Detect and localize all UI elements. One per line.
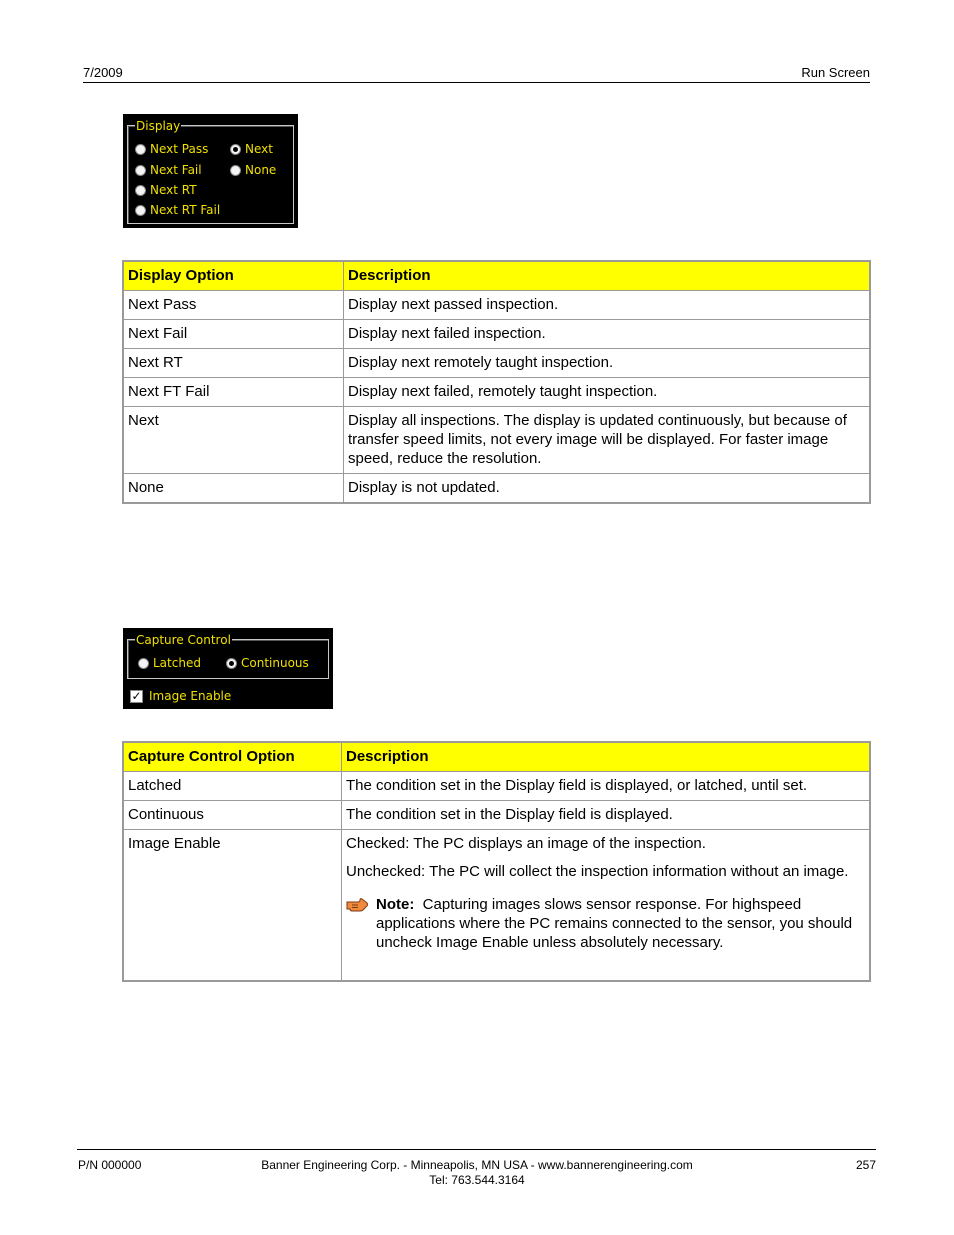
radio-dot [135,185,146,196]
table-row [124,772,870,801]
description-cell: The condition set in the Display field is displayed. [342,801,870,830]
column-header: Capture Control Option [124,743,342,772]
note-text-block [376,895,864,952]
header-rule [83,82,870,83]
footer-company-info [0,1158,954,1188]
radio-dot [135,205,146,216]
description-cell: Display is not updated. [344,474,870,503]
footer-phone: Tel: 763.544.3164 [429,1173,525,1187]
description-cell: Display all inspections. The display is updated continuously, but because of transfer speed limits, not every image will be displayed. For faster image speed, reduce the resolution. [344,407,870,474]
footer-company-line: Banner Engineering Corp. - Minneapolis, MN USA - www.bannerengineering.com [261,1158,693,1172]
capture-legend: Capture Control [136,633,231,647]
table-row [124,407,870,474]
footer-page-number: 257 [855,1158,876,1172]
radio-dot [135,144,146,155]
radio-next[interactable] [230,142,273,156]
pointing-hand-icon [346,895,368,952]
capture-control-panel [123,628,333,709]
header-date: 7/2009 [83,65,123,80]
radio-next-fail[interactable] [135,163,202,177]
display-legend: Display [136,119,181,133]
display-panel [123,114,298,228]
capture-control-table [123,742,870,981]
radio-continuous[interactable] [226,656,309,670]
description-cell: Display next remotely taught inspection. [344,349,870,378]
display-options-table [123,261,870,503]
option-cell: Continuous [124,801,342,830]
image-enable-checkbox[interactable] [130,689,231,703]
option-cell: Next FT Fail [124,378,344,407]
footer-part-number: P/N 000000 [78,1158,142,1172]
note-block [346,895,864,952]
radio-label: Next RT [150,183,197,197]
column-header: Description [342,743,870,772]
radio-latched[interactable] [138,656,201,670]
radio-dot-selected [226,658,237,669]
table-row [124,378,870,407]
column-header: Display Option [124,262,344,291]
radio-label: Next Fail [150,163,202,177]
description-cell: Display next failed inspection. [344,320,870,349]
table-row [124,349,870,378]
radio-label: None [245,163,277,177]
table-row [124,801,870,830]
unchecked-description: Unchecked: The PC will collect the inspection information without an image. [346,863,849,880]
table-header-row [124,262,870,291]
radio-next-pass[interactable] [135,142,208,156]
checkbox-label: Image Enable [149,689,232,703]
radio-label: Next [245,142,273,156]
radio-next-rt-fail[interactable] [135,203,220,217]
radio-none[interactable] [230,163,276,177]
option-cell: Next Pass [124,291,344,320]
radio-dot [138,658,149,669]
option-cell: Next RT [124,349,344,378]
option-cell: None [124,474,344,503]
description-cell: Display next passed inspection. [344,291,870,320]
radio-label: Next Pass [150,142,209,156]
radio-dot-selected [230,144,241,155]
header-section: Run Screen [801,65,870,80]
radio-next-rt[interactable] [135,183,197,197]
table-row [124,830,870,981]
description-cell [342,830,870,981]
radio-dot [230,165,241,176]
table-header-row [124,743,870,772]
description-cell: Display next failed, remotely taught inspection. [344,378,870,407]
table-row [124,320,870,349]
checkmark-icon: ✓ [131,688,142,703]
option-cell: Next [124,407,344,474]
option-cell: Next Fail [124,320,344,349]
checked-description: Checked: The PC displays an image of the inspection. [346,835,706,852]
option-cell: Image Enable [124,830,342,981]
radio-label: Next RT Fail [150,203,221,217]
table-row [124,291,870,320]
option-cell: Latched [124,772,342,801]
note-text: Capturing images slows sensor response. For highspeed applications where the PC remains connected to the sensor, you should uncheck Image Enable unless absolutely necessary. [376,896,853,951]
column-header: Description [344,262,870,291]
radio-dot [135,165,146,176]
note-label: Note: [376,896,415,913]
radio-label: Continuous [241,656,309,670]
footer-rule [77,1149,876,1150]
description-cell: The condition set in the Display field is displayed, or latched, until set. [342,772,870,801]
table-row [124,474,870,503]
radio-label: Latched [153,656,201,670]
